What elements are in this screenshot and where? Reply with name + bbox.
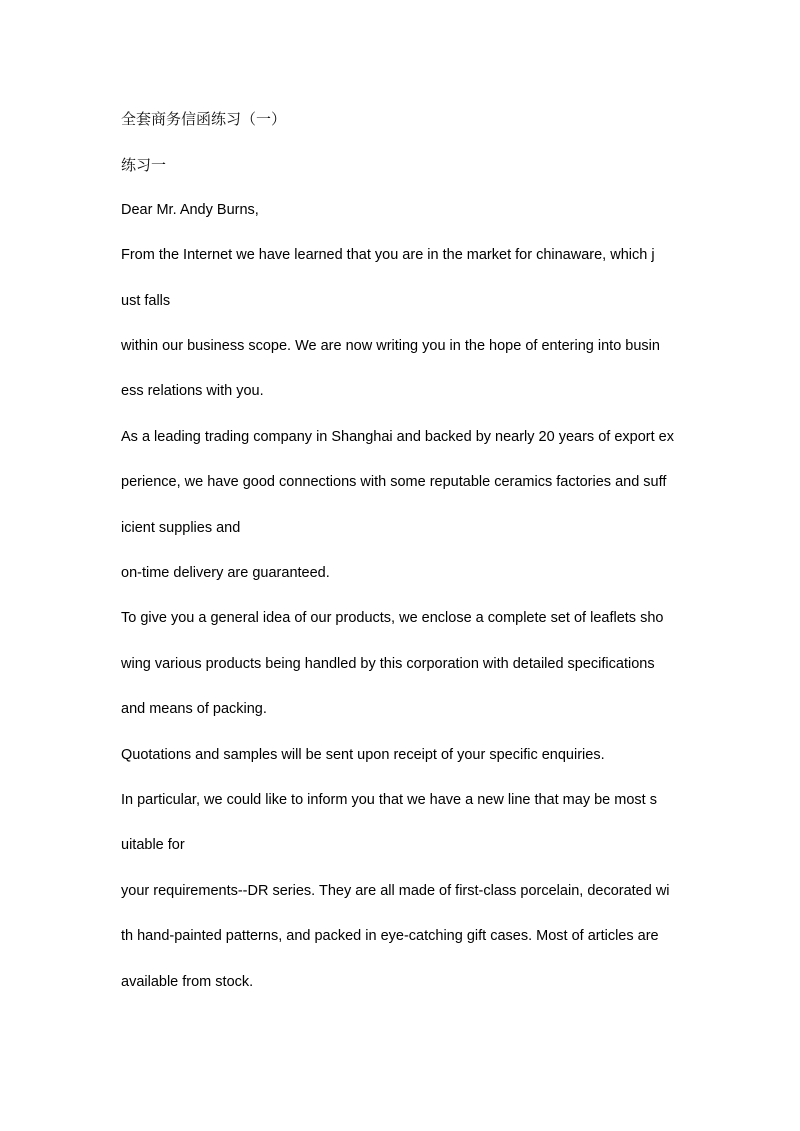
body-line: perience, we have good connections with some reputable ceramics factories and suff — [121, 474, 667, 490]
body-line: icient supplies and — [121, 520, 241, 536]
body-line: on-time delivery are guaranteed. — [121, 565, 330, 581]
body-line: th hand-painted patterns, and packed in eye-catching gift cases. Most of articles are — [121, 928, 659, 944]
body-line: To give you a general idea of our products, we enclose a complete set of leaflets sho — [121, 610, 664, 626]
body-line: and means of packing. — [121, 701, 267, 717]
body-line: From the Internet we have learned that you are in the market for chinaware, which j — [121, 247, 655, 263]
exercise-label: 练习一 — [121, 156, 167, 174]
salutation: Dear Mr. Andy Burns, — [121, 202, 259, 218]
body-line: ust falls — [121, 293, 171, 309]
body-line: Quotations and samples will be sent upon receipt of your specific enquiries. — [121, 747, 605, 763]
body-line: uitable for — [121, 837, 185, 853]
body-line: wing various products being handled by this corporation with detailed specifications — [121, 656, 655, 672]
body-line: In particular, we could like to inform you that we have a new line that may be most s — [121, 792, 657, 808]
body-line: available from stock. — [121, 974, 254, 990]
body-line: ess relations with you. — [121, 383, 264, 399]
body-line: within our business scope. We are now writing you in the hope of entering into busin — [121, 338, 660, 354]
body-line: your requirements--DR series. They are all made of first-class porcelain, decorated wi — [121, 883, 670, 899]
document-title: 全套商务信函练习（一） — [121, 110, 287, 128]
body-line: As a leading trading company in Shanghai and backed by nearly 20 years of export ex — [121, 429, 674, 445]
